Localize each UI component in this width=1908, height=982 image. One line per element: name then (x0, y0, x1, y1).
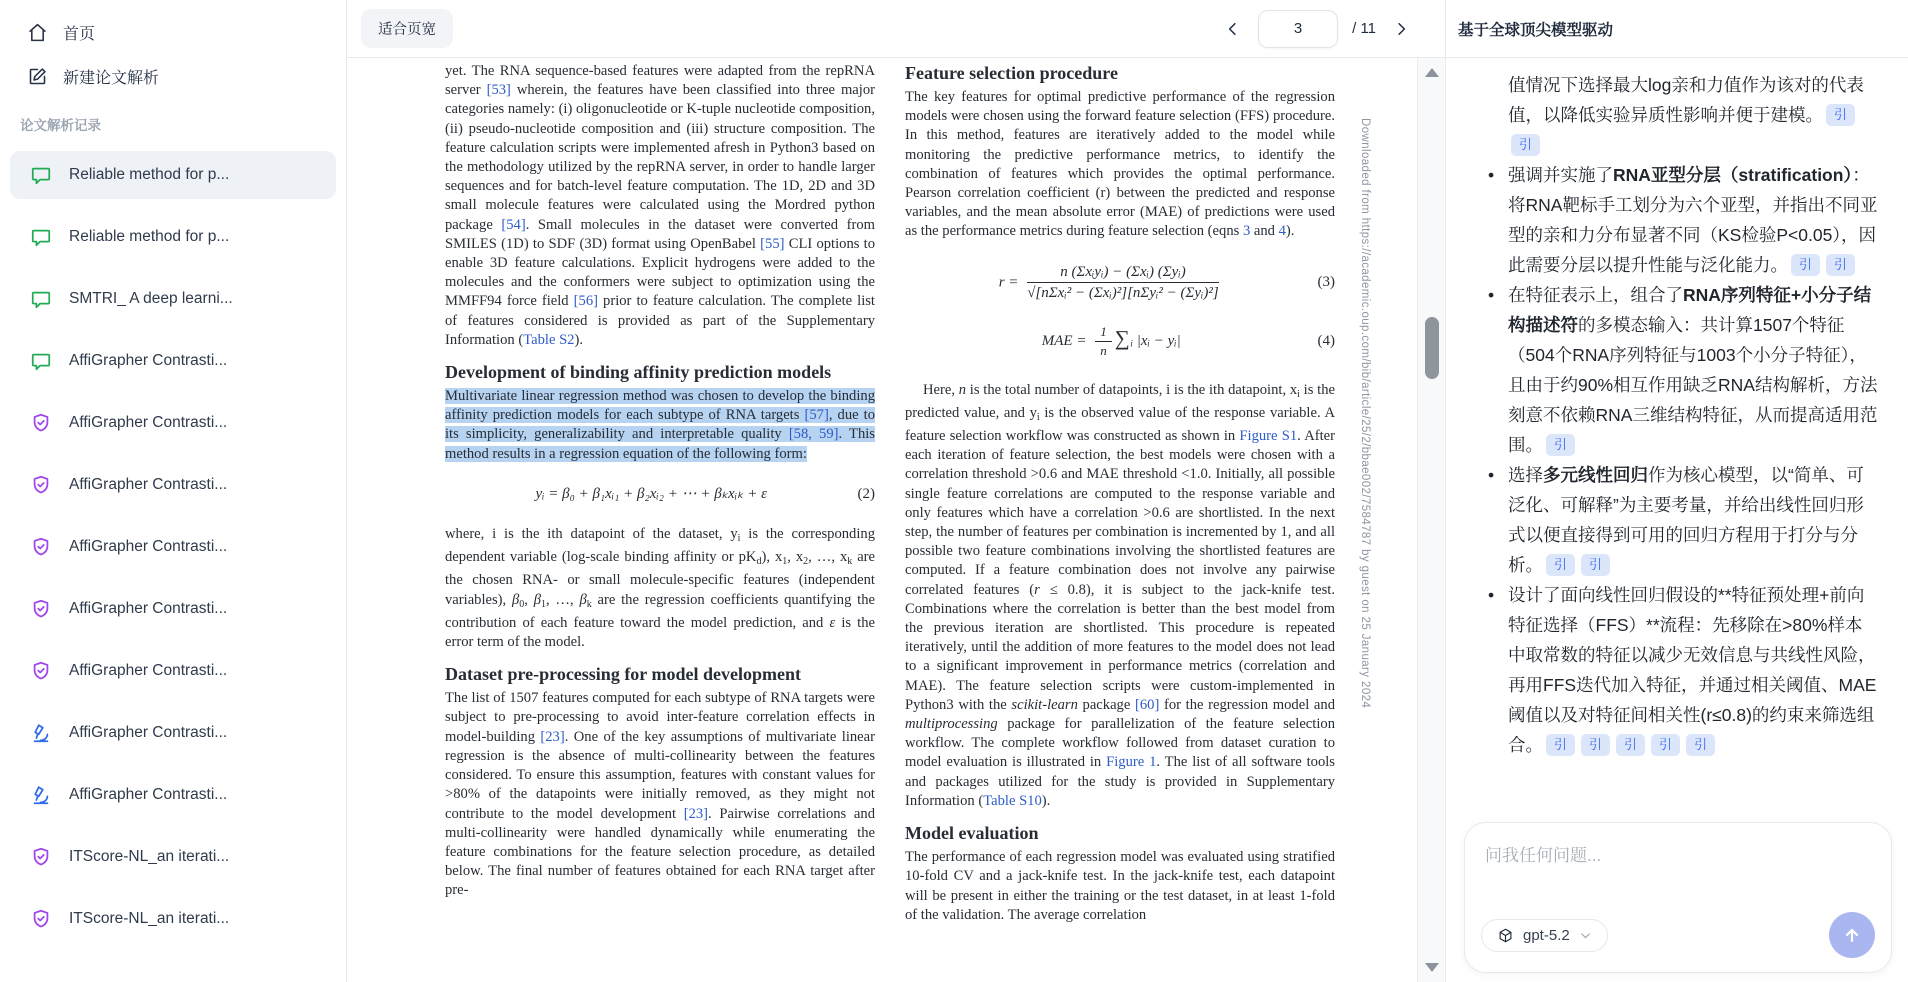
paper-column-right (905, 62, 1335, 925)
text-run: RNA序列特征+小分子结构描述符 (1508, 285, 1872, 335)
paper-record-item[interactable] (10, 523, 336, 571)
equation-number: (4) (1317, 333, 1335, 350)
text-run: . Small molecules in the dataset were converted from SMILES (1D) to SDF (3D) format using OpenBabel (445, 216, 876, 252)
paper-record-item[interactable] (10, 833, 336, 881)
text-run: . The list of all software tools and packages utilized for the study is provided in Supplementary Information ( (905, 754, 1335, 809)
citation-badge[interactable]: 引 (1686, 734, 1715, 756)
text-run: . After each iteration of feature selection, the best models were chosen with a correlation threshold >0.6 and MAE threshold <1.0. Initially, all possible single feature correlations are computed to the response variable and only features which have a correlation >0.6 are shortlisted. In the next step, the number of features per combination is incremented by 1, and all possible two feature combinations involving the shortlisted features are computed. If a feature combination does not involve any pairwise correlated features ( (905, 428, 1335, 598)
text-run: , …, (545, 591, 580, 608)
paper-paragraph (445, 525, 875, 652)
citation-badge[interactable]: 引 (1791, 254, 1820, 276)
shield-check-icon (30, 412, 52, 434)
equation-number: (2) (857, 485, 875, 502)
citation-badge[interactable]: 引 (1546, 554, 1575, 576)
text-run: wherein, the features have been classified into three major categories namely: (i) oligonucleotide or K-tuple nucleotide composition, (ii) pseudo-nucleotide composition and (iii) structure composition. The feature calculation scripts were implemented afresh in Python3 based on the methodology utilized by the repRNA server, in order to handle larger sequences and for batch-level feature computation. The 1D, 2D and 3D small molecule features were calculated using the Mordred python package (445, 82, 875, 233)
shield-check-icon (30, 660, 52, 682)
pdf-scrollbar[interactable] (1417, 58, 1445, 982)
page-total-label: / 11 (1352, 20, 1376, 37)
text-run: 多元线性回归 (1543, 465, 1648, 485)
microscope-icon (30, 784, 52, 806)
download-watermark: Downloaded from https://academic.oup.com/bib/article/25/2/bbae002/7584787 by guest on 25 January 2024 (1359, 118, 1371, 709)
record-label: AffiGrapher Contrasti... (69, 600, 228, 617)
text-run: , x (787, 549, 804, 566)
text-run: , (524, 591, 534, 608)
paper-record-item[interactable] (10, 585, 336, 633)
text-run: yet. The RNA sequence-based features were adapted from the repRNA server (445, 63, 875, 99)
paper-paragraph (445, 689, 875, 900)
summary-bullet (1508, 580, 1878, 760)
text-run: is the total number of datapoints, i is the ith datapoint, x (966, 381, 1298, 398)
shield-check-icon (30, 536, 52, 558)
record-label: Reliable method for p... (69, 228, 230, 245)
text-run: 作为核心模型，以“简单、可泛化、可解释”为主要考量，并给出线性回归形式以便直接得到可用的回归方程用于打分与分析。 (1508, 465, 1864, 575)
record-label: ITScore-NL_an iterati... (69, 848, 230, 865)
next-page-button[interactable] (1390, 18, 1412, 40)
paper-paragraph (905, 381, 1335, 811)
chat-icon (30, 164, 52, 186)
microscope-icon (30, 722, 52, 744)
citation-badge[interactable]: 引 (1581, 734, 1610, 756)
citation-badge[interactable]: 引 (1546, 434, 1575, 456)
pdf-page (347, 58, 1445, 982)
text-run: ε (829, 614, 836, 631)
text-run: 值情况下选择最大log亲和力值作为该对的代表值，以降低实验异质性影响并便于建模。 (1508, 75, 1864, 125)
text-run: . This method results in a regression equation of the following form: (445, 426, 875, 462)
inline-reference-link[interactable]: [56] (573, 293, 598, 310)
chat-icon (30, 288, 52, 310)
text-run: , due to its simplicity, generalizability and interpretable quality (445, 407, 875, 443)
chevron-right-icon (1392, 20, 1410, 38)
record-label: AffiGrapher Contrasti... (69, 476, 228, 493)
text-run: 1 (540, 598, 546, 610)
ai-panel-header (1446, 0, 1908, 58)
paper-paragraph (445, 62, 875, 350)
paper-record-item[interactable] (10, 275, 336, 323)
page-navigation (1222, 10, 1412, 48)
paper-paragraph (905, 88, 1335, 242)
inline-reference-link[interactable]: [60] (1135, 696, 1160, 713)
record-label: ITScore-NL_an iterati... (69, 910, 230, 927)
page-number-input[interactable] (1258, 10, 1338, 48)
citation-badge[interactable]: 引 (1616, 734, 1645, 756)
shield-check-icon (30, 908, 52, 930)
sidebar-section-label: 论文解析记录 (20, 118, 101, 133)
chat-input[interactable] (1481, 839, 1875, 912)
inline-reference-link[interactable]: Table S2 (523, 331, 575, 348)
inline-reference-link[interactable]: 4 (1278, 223, 1286, 240)
text-run: for the regression model and (1159, 696, 1335, 713)
text-run: k (847, 556, 853, 568)
chat-controls (1481, 912, 1875, 958)
model-name: gpt-5.2 (1523, 926, 1570, 944)
equation-body: r = $\frac{\text{n (Σxᵢyᵢ) − (Σxᵢ) (Σyᵢ)}}{\text{√[nΣxᵢ² − (Σxᵢ)²][nΣyᵢ² − (Σyᵢ)²]}}$ (998, 263, 1219, 302)
inline-reference-link[interactable]: Figure 1 (1106, 754, 1157, 771)
paper-heading: Dataset pre-processing for model development (445, 664, 801, 685)
paper-paragraph (905, 848, 1335, 925)
text-run: n (958, 381, 967, 398)
ai-summary (1446, 58, 1908, 813)
text-run: , …, x (808, 549, 848, 566)
citation-badge[interactable]: 引 (1826, 104, 1855, 126)
text-run: is the corresponding dependent variable (log-scale binding affinity or pK (445, 526, 875, 566)
text-run: β (579, 591, 587, 608)
record-label: AffiGrapher Contrasti... (69, 786, 228, 803)
shield-check-icon (30, 598, 52, 620)
chat-icon (30, 226, 52, 248)
text-run: 选择 (1508, 465, 1543, 485)
text-run: i (737, 533, 741, 545)
text-run: Here, (923, 381, 959, 398)
equation-4 (905, 324, 1335, 360)
record-label: SMTRI_ A deep learni... (69, 290, 233, 307)
text-run: . One of the key assumptions of multivariate linear regression is the absence of multi-collinearity between the features considered. To ensure this assumption, features with constant values for >80% of the datapoints were initially removed, as they might not contribute to the model development (445, 728, 875, 822)
paper-record-item[interactable] (10, 771, 336, 819)
text-run: 在特征表示上，组合了 (1508, 285, 1683, 305)
paper-paragraph-highlighted (445, 387, 875, 464)
inline-reference-link[interactable]: Table S10 (983, 792, 1042, 809)
text-run: CLI options to enable 3D feature calculations. Explicit hydrogens were added to the molecules and the conformers were subject to optimization using the MMFF94 force field (445, 235, 876, 310)
paper-record-item[interactable] (10, 337, 336, 385)
citation-badge[interactable]: 引 (1651, 734, 1680, 756)
text-run: ≤ 0.8), it is subject to the jack-knife test. Combinations where the correlation is better than the best model from the previous iteration are shortlisted. This procedure is repeated iteratively, until the addition of more features to the model does not lead to a significant improvement in performance metrics (correlation and MAE). The feature selection scripts were custom-implemented in Python3 with the (905, 581, 1336, 713)
sidebar (0, 0, 347, 982)
text-run: is the predicted value, and y (905, 381, 1335, 421)
text-run: 1 (782, 556, 788, 568)
inline-reference-link[interactable]: [55] (760, 235, 785, 252)
paper-record-item[interactable] (10, 895, 336, 943)
record-label: AffiGrapher Contrasti... (69, 538, 228, 555)
paper-record-item[interactable] (10, 213, 336, 261)
scroll-up-arrow-icon[interactable] (1425, 68, 1439, 77)
equation-2 (445, 485, 875, 504)
text-run: ：将RNA靶标手工划分为六个亚型，并指出不同亚型的亲和力分布显著不同（KS检验P<0.05），因此需要分层以提升性能与泛化能力。 (1508, 165, 1878, 275)
text-run: are the chosen RNA- or small molecule-specific features (independent variables), (445, 549, 876, 608)
paper-heading: Development of binding affinity prediction models (445, 362, 832, 383)
text-run: β (533, 591, 541, 608)
shield-check-icon (30, 474, 52, 496)
summary-bullet (1508, 280, 1878, 460)
pdf-viewer (347, 0, 1445, 982)
paper-record-item[interactable] (10, 151, 336, 199)
text-run: . Pairwise correlations and multi-collinearity were handled dynamically while enumerating the feature combinations for the feature selection procedure, as detailed below. The final number of features obtained for each RNA target after pre- (445, 805, 875, 899)
text-run: ). (1041, 792, 1051, 809)
paper-heading: Feature selection procedure (905, 63, 1118, 83)
prev-page-button[interactable] (1222, 18, 1244, 40)
ai-panel (1445, 0, 1908, 982)
pdf-toolbar (347, 0, 1445, 58)
inline-reference-link[interactable]: [53] (486, 82, 511, 99)
text-run: scikit-learn (1011, 696, 1078, 713)
text-run: RNA亚型分层（stratification） (1613, 165, 1853, 185)
record-label: Reliable method for p... (69, 166, 230, 183)
edit-square-icon (27, 66, 48, 87)
text-run: The performance of each regression model was evaluated using stratified 10-fold CV and a jack-knife test. In the jack-knife test, each datapoint will be present in either the training or the test dataset, in at least 1-fold of the validation. The average correlation (905, 849, 1335, 923)
record-label: AffiGrapher Contrasti... (69, 724, 228, 741)
text-run: i (1297, 388, 1300, 400)
text-run: r (1034, 581, 1040, 598)
arrow-up-icon (1842, 925, 1862, 945)
equation-body: yᵢ = β₀ + β₁xᵢ₁ + β₂xᵢ₂ + ⋯ + βₖxᵢₖ + ε (535, 485, 767, 502)
inline-reference-link[interactable]: 3 (1242, 223, 1251, 240)
text-run: ). (574, 331, 583, 348)
inline-reference-link[interactable]: [54] (501, 216, 526, 233)
record-label: AffiGrapher Contrasti... (69, 352, 228, 369)
text-run: β (511, 591, 520, 608)
summary-bullet (1508, 460, 1878, 580)
text-run: and (1250, 223, 1279, 240)
citation-badge[interactable]: 引 (1511, 134, 1540, 156)
citation-badge[interactable]: 引 (1546, 734, 1575, 756)
model-selector[interactable] (1481, 919, 1608, 952)
chat-icon (30, 350, 52, 372)
sidebar-new-analysis-label: 新建论文解析 (63, 69, 160, 87)
text-run: The key features for optimal predictive performance of the regression models were chosen using the forward feature selection (FFS) procedure. In this method, features are iteratively added to the model while monitoring the predictive performance metrics, to identify the combination of features which provides the optimal performance. Pearson correlation coefficient (r) between the predicted and response variables, and the mean absolute error (MAE) of predictions were used as the performance metrics during feature selection (eqns (905, 89, 1335, 240)
inline-reference-link[interactable]: Figure S1 (1239, 428, 1298, 445)
paper-record-item[interactable] (10, 709, 336, 757)
chevron-down-icon (1579, 929, 1592, 942)
text-run: prior to feature calculation. The complete list of features considered is provided as part of the Supplementary Information ( (445, 293, 875, 348)
home-icon (27, 22, 48, 43)
text-run: 的多模态输入：共计算1507个特征（504个RNA序列特征与1003个小分子特征），且由于约90%相互作用缺乏RNA结构解析，方法刻意不依赖RNA三维结构特征，从而提高适用范围。 (1508, 315, 1878, 455)
equation-body: MAE = $\frac{1}{n}$ ∑ᵢ |xᵢ − yᵢ| (1041, 324, 1181, 359)
inline-reference-link[interactable]: [23] (540, 728, 565, 745)
ai-panel-title: 基于全球顶尖模型驱动 (1458, 21, 1614, 39)
text-run: i (1036, 411, 1040, 423)
text-run: 强调并实施了 (1508, 165, 1613, 185)
paper-record-list (0, 151, 346, 943)
paper-record-item[interactable] (10, 461, 336, 509)
summary-bullet (1508, 160, 1878, 280)
text-run: is the error term of the model. (445, 614, 875, 651)
sidebar-home-label: 首页 (63, 25, 96, 43)
summary-paragraph (1508, 70, 1878, 160)
sidebar-item-new-analysis[interactable] (0, 54, 346, 98)
record-label: AffiGrapher Contrasti... (69, 414, 228, 431)
text-run: Multivariate linear regression method was chosen to develop the binding affinity prediction models for each subtype of RNA targets (445, 388, 875, 424)
text-run: ), x (761, 549, 783, 566)
paper-record-item[interactable] (10, 399, 336, 447)
sidebar-item-home[interactable] (0, 10, 346, 54)
chevron-left-icon (1224, 20, 1242, 38)
citation-badge[interactable]: 引 (1581, 554, 1610, 576)
record-label: AffiGrapher Contrasti... (69, 662, 228, 679)
paper-record-item[interactable] (10, 647, 336, 695)
text-run: are the regression coefficients quantifying the contribution of each feature toward the model prediction, and (445, 591, 875, 631)
scroll-down-arrow-icon[interactable] (1425, 963, 1439, 972)
paper-heading: Model evaluation (905, 823, 1039, 844)
inline-reference-link[interactable]: [23] (683, 805, 709, 822)
text-run: package for parallelization of the feature selection workflow. The complete workflow followed from dataset curation to model evaluation is illustrated in (905, 716, 1335, 771)
send-button[interactable] (1829, 912, 1875, 958)
paper-column-left (445, 62, 875, 901)
inline-reference-link[interactable]: [58, 59] (788, 426, 839, 443)
text-run: is the observed value of the response variable. A feature selection workflow was constructed as shown in (905, 404, 1335, 445)
equation-number: (3) (1317, 274, 1335, 291)
scrollbar-thumb[interactable] (1425, 317, 1439, 379)
text-run: ). (1285, 223, 1295, 240)
openai-logo-icon (1497, 927, 1514, 944)
equation-3 (905, 263, 1335, 304)
text-run: multiprocessing (905, 716, 998, 733)
text-run: 2 (803, 556, 809, 568)
shield-check-icon (30, 846, 52, 868)
inline-reference-link[interactable]: [57] (804, 407, 829, 424)
text-run: k (586, 598, 592, 610)
text-run: The list of 1507 features computed for each subtype of RNA targets were subject to pre-processing to avoid inter-feature correlation effects in model-building (445, 690, 875, 745)
chat-input-card (1464, 822, 1892, 973)
text-run: d (756, 556, 762, 568)
text-run: 设计了面向线性回归假设的**特征预处理+前向特征选择（FFS）**流程：先移除在>80%样本中取常数的特征以减少无效信息与共线性风险，再用FFS迭代加入特征，并通过相关阈值、MAE阈值以及对特征间相关性(r≤0.8)的约束来筛选组合。 (1508, 585, 1877, 755)
text-run: where, i is the ith datapoint of the dataset, y (445, 526, 738, 543)
text-run: package (1077, 696, 1135, 713)
text-run: 0 (519, 598, 525, 610)
fit-width-button[interactable]: 适合页宽 (361, 9, 453, 48)
citation-badge[interactable]: 引 (1826, 254, 1855, 276)
